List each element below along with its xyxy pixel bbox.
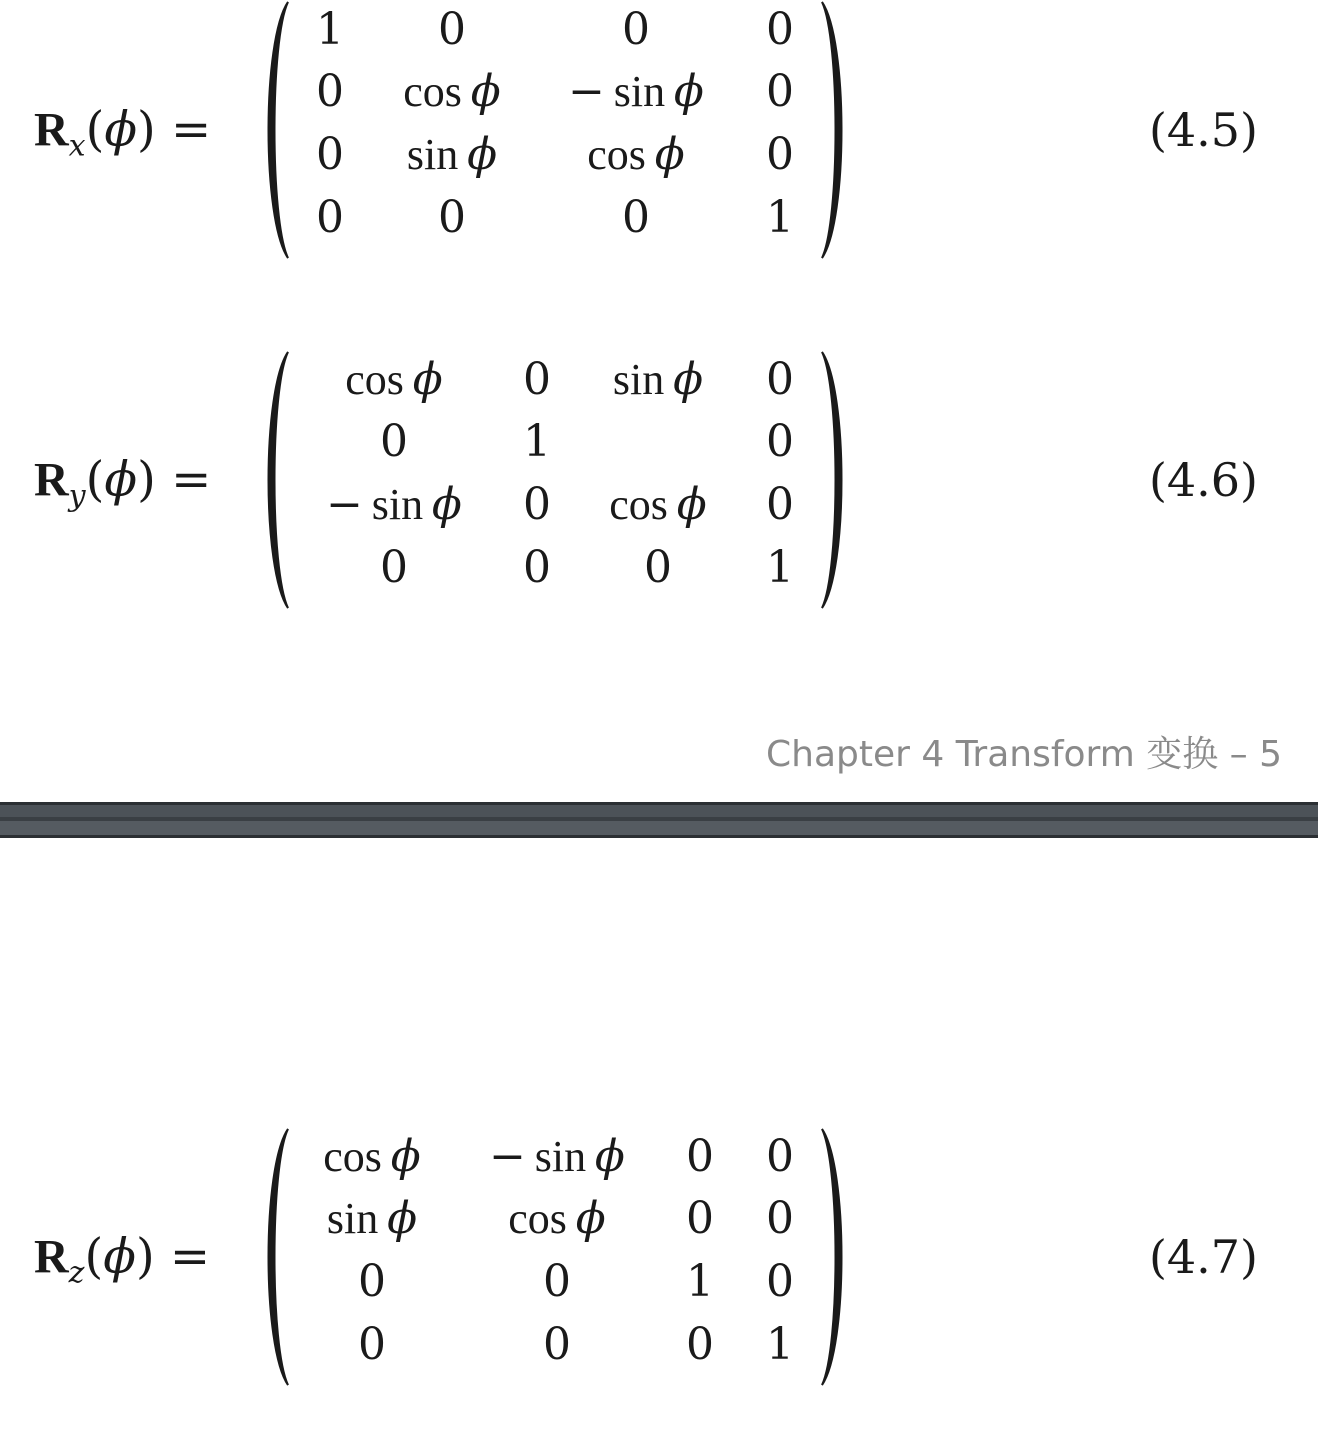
equation-ry — [0, 350, 1318, 610]
equation-rx — [0, 0, 1318, 260]
axis-subscript: z — [68, 1255, 85, 1291]
axis-subscript: x — [68, 128, 86, 164]
matrix-cell: 0 — [686, 1131, 714, 1182]
equals-sign: = — [171, 451, 212, 508]
rotation-matrix — [258, 0, 858, 260]
matrix-cell: 0 — [644, 542, 672, 593]
matrix-cell: 0 — [766, 416, 794, 467]
matrix-cell: − sin ϕ — [489, 1131, 625, 1182]
matrix-symbol: R — [34, 453, 69, 507]
matrix-cell: 0 — [316, 129, 344, 180]
matrix-cell: 1 — [766, 192, 794, 243]
equation-lhs: $R_x(\phi)$ = — [34, 101, 212, 164]
matrix-cell: 0 — [543, 1319, 571, 1370]
matrix-cell: 0 — [686, 1193, 714, 1244]
matrix-cell: − sin ϕ — [326, 479, 462, 530]
matrix-cell: 1 — [523, 416, 551, 467]
matrix-cell: 0 — [380, 416, 408, 467]
matrix-cell: 0 — [316, 66, 344, 117]
equation-number: (4.5) — [1148, 103, 1258, 157]
rotation-matrix — [258, 1127, 858, 1387]
matrix-symbol: R — [34, 1230, 69, 1284]
left-parenthesis — [258, 1127, 292, 1387]
matrix-cell: 0 — [622, 4, 650, 55]
matrix-cell: 0 — [766, 354, 794, 405]
matrix-cell: 0 — [766, 479, 794, 530]
matrix-cell: 0 — [686, 1319, 714, 1370]
matrix-cell: cos ϕ — [508, 1193, 606, 1244]
matrix-cell: cos ϕ — [345, 354, 443, 405]
matrix-cell: cos ϕ — [323, 1131, 421, 1182]
equals-sign: = — [171, 101, 212, 158]
matrix-cell: 0 — [380, 542, 408, 593]
matrix-cell: 0 — [766, 4, 794, 55]
equation-lhs: $R_y(\phi)$ = — [34, 451, 212, 514]
rotation-matrix — [258, 350, 858, 610]
page-separator — [0, 802, 1318, 838]
equation-rz — [0, 1127, 1318, 1387]
matrix-cell: cos ϕ — [587, 129, 685, 180]
equation-number: (4.6) — [1148, 453, 1258, 507]
matrix-cell: 0 — [523, 542, 551, 593]
matrix-cell: 0 — [766, 1131, 794, 1182]
matrix-cell: 1 — [766, 542, 794, 593]
matrix-cell: 0 — [316, 192, 344, 243]
angle-argument: ϕ — [104, 101, 138, 158]
matrix-cell: 0 — [766, 129, 794, 180]
matrix-cell: sin ϕ — [406, 129, 498, 180]
matrix-cell: 0 — [438, 4, 466, 55]
matrix-cell: cos ϕ — [403, 66, 501, 117]
angle-argument: ϕ — [103, 1228, 136, 1285]
matrix-cell: 0 — [438, 192, 466, 243]
running-header: Chapter 4 Transform 变换 – 5 — [766, 734, 1283, 775]
matrix-cell: − sin ϕ — [568, 66, 704, 117]
equals-sign: = — [169, 1228, 211, 1285]
matrix-cell: 0 — [358, 1319, 386, 1370]
matrix-cell: 0 — [523, 354, 551, 405]
matrix-cell: sin ϕ — [326, 1193, 418, 1244]
equation-number: (4.7) — [1148, 1230, 1258, 1284]
axis-subscript: y — [68, 478, 86, 514]
matrix-cell: 1 — [686, 1256, 714, 1307]
matrix-cell: cos ϕ — [609, 479, 707, 530]
matrix-cell: 1 — [766, 1319, 794, 1370]
matrix-cell: 0 — [766, 66, 794, 117]
matrix-cell: 0 — [766, 1256, 794, 1307]
matrix-cell: 0 — [766, 1193, 794, 1244]
matrix-cell: 0 — [523, 479, 551, 530]
matrix-cell: 0 — [543, 1256, 571, 1307]
matrix-cell: 0 — [622, 192, 650, 243]
matrix-cell: 0 — [358, 1256, 386, 1307]
left-parenthesis — [258, 350, 292, 610]
angle-argument: ϕ — [104, 451, 138, 508]
matrix-symbol: R — [34, 103, 69, 157]
equation-lhs: $R_z(\phi)$ = — [34, 1228, 211, 1291]
matrix-cell: sin ϕ — [612, 354, 704, 405]
matrix-cell: 1 — [316, 4, 344, 55]
